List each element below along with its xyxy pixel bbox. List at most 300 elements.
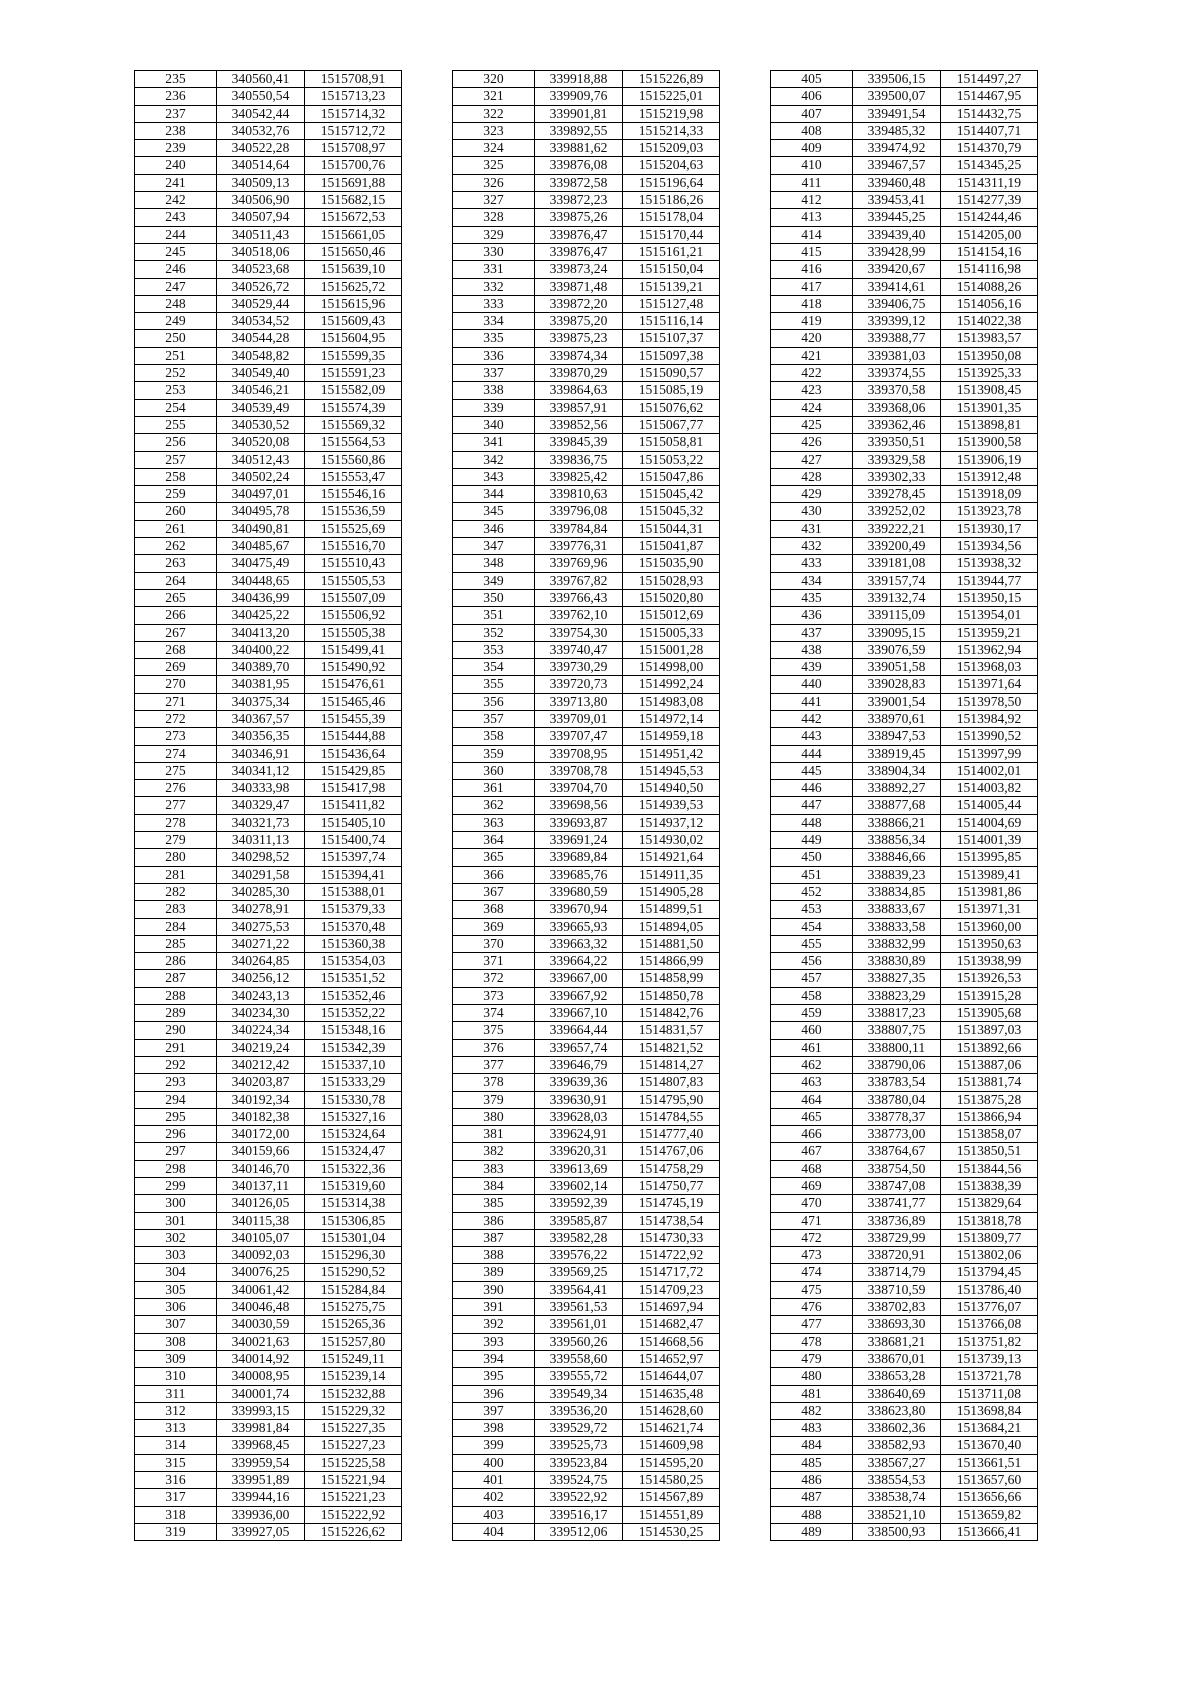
- y-coordinate-cell: 1515090,57: [623, 365, 720, 382]
- x-coordinate-cell: 338904,34: [853, 762, 941, 779]
- point-number-cell: 277: [135, 797, 217, 814]
- y-coordinate-cell: 1515411,82: [305, 797, 402, 814]
- x-coordinate-cell: 340182,38: [217, 1108, 305, 1125]
- y-coordinate-cell: 1514432,75: [941, 105, 1038, 122]
- y-coordinate-cell: 1515028,93: [623, 572, 720, 589]
- y-coordinate-cell: 1513908,45: [941, 382, 1038, 399]
- point-number-cell: 319: [135, 1523, 217, 1540]
- point-number-cell: 388: [453, 1247, 535, 1264]
- y-coordinate-cell: 1513858,07: [941, 1126, 1038, 1143]
- y-coordinate-cell: 1513881,74: [941, 1074, 1038, 1091]
- table-row: [135, 140, 402, 157]
- point-number-cell: 283: [135, 901, 217, 918]
- y-coordinate-cell: 1513997,99: [941, 745, 1038, 762]
- table-row: [135, 1108, 402, 1125]
- y-coordinate-cell: 1515225,01: [623, 88, 720, 105]
- point-number-cell: 309: [135, 1350, 217, 1367]
- x-coordinate-cell: 339762,10: [535, 607, 623, 624]
- point-number-cell: 398: [453, 1420, 535, 1437]
- y-coordinate-cell: 1514940,50: [623, 780, 720, 797]
- x-coordinate-cell: 340356,35: [217, 728, 305, 745]
- y-coordinate-cell: 1513901,35: [941, 399, 1038, 416]
- table-row: [771, 140, 1038, 157]
- table-row: [135, 71, 402, 88]
- table-row: [771, 693, 1038, 710]
- point-number-cell: 328: [453, 209, 535, 226]
- y-coordinate-cell: 1514595,20: [623, 1454, 720, 1471]
- point-number-cell: 407: [771, 105, 853, 122]
- table-row: [771, 503, 1038, 520]
- x-coordinate-cell: 339993,15: [217, 1402, 305, 1419]
- x-coordinate-cell: 340076,25: [217, 1264, 305, 1281]
- table-row: [453, 243, 720, 260]
- table-row: [135, 659, 402, 676]
- x-coordinate-cell: 340530,52: [217, 416, 305, 433]
- table-row: [453, 1056, 720, 1073]
- y-coordinate-cell: 1513721,78: [941, 1368, 1038, 1385]
- table-row: [771, 1489, 1038, 1506]
- x-coordinate-cell: 339664,44: [535, 1022, 623, 1039]
- x-coordinate-cell: 338773,00: [853, 1126, 941, 1143]
- table-row: [135, 607, 402, 624]
- table-row: [135, 1506, 402, 1523]
- y-coordinate-cell: 1515001,28: [623, 641, 720, 658]
- x-coordinate-cell: 338832,99: [853, 935, 941, 952]
- point-number-cell: 317: [135, 1489, 217, 1506]
- x-coordinate-cell: 338747,08: [853, 1178, 941, 1195]
- x-coordinate-cell: 338582,93: [853, 1437, 941, 1454]
- coordinate-table-3: [770, 70, 1038, 1541]
- y-coordinate-cell: 1513925,33: [941, 365, 1038, 382]
- x-coordinate-cell: 339927,05: [217, 1523, 305, 1540]
- y-coordinate-cell: 1514951,42: [623, 745, 720, 762]
- x-coordinate-cell: 340539,49: [217, 399, 305, 416]
- table-row: [453, 710, 720, 727]
- y-coordinate-cell: 1514005,44: [941, 797, 1038, 814]
- y-coordinate-cell: 1515333,29: [305, 1074, 402, 1091]
- x-coordinate-cell: 339602,14: [535, 1178, 623, 1195]
- y-coordinate-cell: 1513923,78: [941, 503, 1038, 520]
- point-number-cell: 428: [771, 468, 853, 485]
- table-row: [135, 1056, 402, 1073]
- x-coordinate-cell: 338710,59: [853, 1281, 941, 1298]
- y-coordinate-cell: 1515275,75: [305, 1299, 402, 1316]
- point-number-cell: 427: [771, 451, 853, 468]
- point-number-cell: 337: [453, 365, 535, 382]
- table-row: [453, 1195, 720, 1212]
- point-number-cell: 274: [135, 745, 217, 762]
- point-number-cell: 376: [453, 1039, 535, 1056]
- y-coordinate-cell: 1513898,81: [941, 416, 1038, 433]
- y-coordinate-cell: 1515564,53: [305, 434, 402, 451]
- table-row: [135, 762, 402, 779]
- x-coordinate-cell: 338764,67: [853, 1143, 941, 1160]
- point-number-cell: 411: [771, 174, 853, 191]
- point-number-cell: 273: [135, 728, 217, 745]
- table-row: [771, 1022, 1038, 1039]
- x-coordinate-cell: 338567,27: [853, 1454, 941, 1471]
- point-number-cell: 441: [771, 693, 853, 710]
- x-coordinate-cell: 338877,68: [853, 797, 941, 814]
- point-number-cell: 330: [453, 243, 535, 260]
- point-number-cell: 481: [771, 1385, 853, 1402]
- point-number-cell: 250: [135, 330, 217, 347]
- y-coordinate-cell: 1515097,38: [623, 347, 720, 364]
- x-coordinate-cell: 339115,09: [853, 607, 941, 624]
- table-row: [453, 814, 720, 831]
- table-row: [453, 451, 720, 468]
- y-coordinate-cell: 1515400,74: [305, 832, 402, 849]
- x-coordinate-cell: 340046,48: [217, 1299, 305, 1316]
- x-coordinate-cell: 338623,80: [853, 1402, 941, 1419]
- point-number-cell: 431: [771, 520, 853, 537]
- table-row: [135, 174, 402, 191]
- y-coordinate-cell: 1515107,37: [623, 330, 720, 347]
- y-coordinate-cell: 1513875,28: [941, 1091, 1038, 1108]
- y-coordinate-cell: 1515053,22: [623, 451, 720, 468]
- x-coordinate-cell: 339901,81: [535, 105, 623, 122]
- x-coordinate-cell: 338866,21: [853, 814, 941, 831]
- x-coordinate-cell: 339095,15: [853, 624, 941, 641]
- y-coordinate-cell: 1514497,27: [941, 71, 1038, 88]
- point-number-cell: 244: [135, 226, 217, 243]
- y-coordinate-cell: 1514972,14: [623, 710, 720, 727]
- point-number-cell: 297: [135, 1143, 217, 1160]
- x-coordinate-cell: 340146,70: [217, 1160, 305, 1177]
- point-number-cell: 378: [453, 1074, 535, 1091]
- point-number-cell: 475: [771, 1281, 853, 1298]
- point-number-cell: 285: [135, 935, 217, 952]
- x-coordinate-cell: 339406,75: [853, 295, 941, 312]
- table-row: [453, 1247, 720, 1264]
- table-row: [453, 261, 720, 278]
- y-coordinate-cell: 1515232,88: [305, 1385, 402, 1402]
- table-row: [453, 174, 720, 191]
- point-number-cell: 345: [453, 503, 535, 520]
- x-coordinate-cell: 339876,47: [535, 226, 623, 243]
- point-number-cell: 260: [135, 503, 217, 520]
- y-coordinate-cell: 1514831,57: [623, 1022, 720, 1039]
- point-number-cell: 423: [771, 382, 853, 399]
- table-row: [453, 918, 720, 935]
- point-number-cell: 335: [453, 330, 535, 347]
- table-row: [135, 1316, 402, 1333]
- x-coordinate-cell: 339564,41: [535, 1281, 623, 1298]
- y-coordinate-cell: 1515041,87: [623, 538, 720, 555]
- table-row: [453, 1039, 720, 1056]
- table-row: [771, 434, 1038, 451]
- table-row: [135, 918, 402, 935]
- point-number-cell: 270: [135, 676, 217, 693]
- table-row: [453, 1229, 720, 1246]
- y-coordinate-cell: 1514745,19: [623, 1195, 720, 1212]
- point-number-cell: 303: [135, 1247, 217, 1264]
- point-number-cell: 272: [135, 710, 217, 727]
- point-number-cell: 289: [135, 1005, 217, 1022]
- x-coordinate-cell: 339876,08: [535, 157, 623, 174]
- point-number-cell: 446: [771, 780, 853, 797]
- x-coordinate-cell: 339624,91: [535, 1126, 623, 1143]
- point-number-cell: 406: [771, 88, 853, 105]
- x-coordinate-cell: 339663,32: [535, 935, 623, 952]
- x-coordinate-cell: 340321,73: [217, 814, 305, 831]
- point-number-cell: 414: [771, 226, 853, 243]
- point-number-cell: 265: [135, 589, 217, 606]
- y-coordinate-cell: 1514644,07: [623, 1368, 720, 1385]
- y-coordinate-cell: 1514717,72: [623, 1264, 720, 1281]
- y-coordinate-cell: 1513844,56: [941, 1160, 1038, 1177]
- x-coordinate-cell: 339754,30: [535, 624, 623, 641]
- table-row: [453, 382, 720, 399]
- table-row: [453, 970, 720, 987]
- point-number-cell: 452: [771, 883, 853, 900]
- y-coordinate-cell: 1515012,69: [623, 607, 720, 624]
- y-coordinate-cell: 1515226,89: [623, 71, 720, 88]
- point-number-cell: 325: [453, 157, 535, 174]
- y-coordinate-cell: 1513968,03: [941, 659, 1038, 676]
- y-coordinate-cell: 1515045,32: [623, 503, 720, 520]
- table-row: [771, 572, 1038, 589]
- table-row: [771, 1108, 1038, 1125]
- y-coordinate-cell: 1513971,64: [941, 676, 1038, 693]
- table-row: [771, 538, 1038, 555]
- y-coordinate-cell: 1514722,92: [623, 1247, 720, 1264]
- point-number-cell: 245: [135, 243, 217, 260]
- table-row: [453, 1316, 720, 1333]
- y-coordinate-cell: 1514002,01: [941, 762, 1038, 779]
- y-coordinate-cell: 1514930,02: [623, 832, 720, 849]
- y-coordinate-cell: 1515306,85: [305, 1212, 402, 1229]
- y-coordinate-cell: 1515067,77: [623, 416, 720, 433]
- point-number-cell: 332: [453, 278, 535, 295]
- x-coordinate-cell: 340436,99: [217, 589, 305, 606]
- table-row: [771, 1402, 1038, 1419]
- point-number-cell: 422: [771, 365, 853, 382]
- point-number-cell: 354: [453, 659, 535, 676]
- point-number-cell: 355: [453, 676, 535, 693]
- point-number-cell: 469: [771, 1178, 853, 1195]
- point-number-cell: 458: [771, 987, 853, 1004]
- table-row: [135, 1437, 402, 1454]
- x-coordinate-cell: 339420,67: [853, 261, 941, 278]
- point-number-cell: 255: [135, 416, 217, 433]
- y-coordinate-cell: 1515429,85: [305, 762, 402, 779]
- y-coordinate-cell: 1513657,60: [941, 1472, 1038, 1489]
- y-coordinate-cell: 1514003,82: [941, 780, 1038, 797]
- x-coordinate-cell: 338827,35: [853, 970, 941, 987]
- table-row: [453, 745, 720, 762]
- x-coordinate-cell: 339680,59: [535, 883, 623, 900]
- table-row: [771, 814, 1038, 831]
- y-coordinate-cell: 1515604,95: [305, 330, 402, 347]
- table-row: [453, 572, 720, 589]
- x-coordinate-cell: 339181,08: [853, 555, 941, 572]
- x-coordinate-cell: 339613,69: [535, 1160, 623, 1177]
- y-coordinate-cell: 1514056,16: [941, 295, 1038, 312]
- table-row: [453, 1472, 720, 1489]
- table-row: [453, 1126, 720, 1143]
- x-coordinate-cell: 339388,77: [853, 330, 941, 347]
- point-number-cell: 259: [135, 486, 217, 503]
- point-number-cell: 258: [135, 468, 217, 485]
- y-coordinate-cell: 1515436,64: [305, 745, 402, 762]
- x-coordinate-cell: 339876,47: [535, 243, 623, 260]
- y-coordinate-cell: 1513950,08: [941, 347, 1038, 364]
- y-coordinate-cell: 1515394,41: [305, 866, 402, 883]
- point-number-cell: 387: [453, 1229, 535, 1246]
- x-coordinate-cell: 339709,01: [535, 710, 623, 727]
- point-number-cell: 485: [771, 1454, 853, 1471]
- y-coordinate-cell: 1515507,09: [305, 589, 402, 606]
- table-row: [453, 1385, 720, 1402]
- point-number-cell: 466: [771, 1126, 853, 1143]
- point-number-cell: 413: [771, 209, 853, 226]
- table-row: [771, 365, 1038, 382]
- table-row: [771, 1385, 1038, 1402]
- table-row: [135, 935, 402, 952]
- table-row: [135, 1472, 402, 1489]
- x-coordinate-cell: 340529,44: [217, 295, 305, 312]
- table-row: [135, 1143, 402, 1160]
- point-number-cell: 368: [453, 901, 535, 918]
- point-number-cell: 369: [453, 918, 535, 935]
- x-coordinate-cell: 339691,24: [535, 832, 623, 849]
- table-row: [135, 1229, 402, 1246]
- y-coordinate-cell: 1513978,50: [941, 693, 1038, 710]
- table-row: [771, 832, 1038, 849]
- x-coordinate-cell: 339222,21: [853, 520, 941, 537]
- y-coordinate-cell: 1513900,58: [941, 434, 1038, 451]
- table-row: [771, 1229, 1038, 1246]
- point-number-cell: 306: [135, 1299, 217, 1316]
- y-coordinate-cell: 1513960,00: [941, 918, 1038, 935]
- y-coordinate-cell: 1515615,96: [305, 295, 402, 312]
- table-row: [135, 122, 402, 139]
- point-number-cell: 316: [135, 1472, 217, 1489]
- table-row: [453, 1402, 720, 1419]
- y-coordinate-cell: 1513887,06: [941, 1056, 1038, 1073]
- table-row: [135, 209, 402, 226]
- x-coordinate-cell: 339689,84: [535, 849, 623, 866]
- y-coordinate-cell: 1515319,60: [305, 1178, 402, 1195]
- table-row: [135, 1350, 402, 1367]
- table-row: [771, 261, 1038, 278]
- x-coordinate-cell: 339670,94: [535, 901, 623, 918]
- point-number-cell: 479: [771, 1350, 853, 1367]
- x-coordinate-cell: 340502,24: [217, 468, 305, 485]
- x-coordinate-cell: 339951,89: [217, 1472, 305, 1489]
- table-row: [135, 105, 402, 122]
- point-number-cell: 279: [135, 832, 217, 849]
- table-row: [453, 140, 720, 157]
- table-row: [771, 953, 1038, 970]
- y-coordinate-cell: 1515455,39: [305, 710, 402, 727]
- point-number-cell: 257: [135, 451, 217, 468]
- y-coordinate-cell: 1515506,92: [305, 607, 402, 624]
- point-number-cell: 482: [771, 1402, 853, 1419]
- y-coordinate-cell: 1514001,39: [941, 832, 1038, 849]
- point-number-cell: 391: [453, 1299, 535, 1316]
- x-coordinate-cell: 339864,63: [535, 382, 623, 399]
- x-coordinate-cell: 339368,06: [853, 399, 941, 416]
- table-row: [771, 209, 1038, 226]
- x-coordinate-cell: 339730,29: [535, 659, 623, 676]
- x-coordinate-cell: 339685,76: [535, 866, 623, 883]
- y-coordinate-cell: 1515076,62: [623, 399, 720, 416]
- x-coordinate-cell: 339936,00: [217, 1506, 305, 1523]
- x-coordinate-cell: 338640,69: [853, 1385, 941, 1402]
- point-number-cell: 404: [453, 1523, 535, 1540]
- x-coordinate-cell: 339825,42: [535, 468, 623, 485]
- point-number-cell: 377: [453, 1056, 535, 1073]
- point-number-cell: 281: [135, 866, 217, 883]
- point-number-cell: 473: [771, 1247, 853, 1264]
- table-row: [771, 918, 1038, 935]
- table-row: [135, 1178, 402, 1195]
- x-coordinate-cell: 339132,74: [853, 589, 941, 606]
- table-row: [453, 347, 720, 364]
- point-number-cell: 429: [771, 486, 853, 503]
- y-coordinate-cell: 1514580,25: [623, 1472, 720, 1489]
- point-number-cell: 434: [771, 572, 853, 589]
- point-number-cell: 380: [453, 1108, 535, 1125]
- table-row: [453, 486, 720, 503]
- point-number-cell: 336: [453, 347, 535, 364]
- point-number-cell: 418: [771, 295, 853, 312]
- x-coordinate-cell: 339506,15: [853, 71, 941, 88]
- table-row: [135, 486, 402, 503]
- table-row: [771, 780, 1038, 797]
- x-coordinate-cell: 340548,82: [217, 347, 305, 364]
- point-number-cell: 395: [453, 1368, 535, 1385]
- table-row: [453, 88, 720, 105]
- table-row: [771, 987, 1038, 1004]
- point-number-cell: 348: [453, 555, 535, 572]
- table-row: [771, 278, 1038, 295]
- y-coordinate-cell: 1513892,66: [941, 1039, 1038, 1056]
- x-coordinate-cell: 339881,62: [535, 140, 623, 157]
- x-coordinate-cell: 338653,28: [853, 1368, 941, 1385]
- x-coordinate-cell: 338800,11: [853, 1039, 941, 1056]
- table-row: [453, 520, 720, 537]
- y-coordinate-cell: 1514881,50: [623, 935, 720, 952]
- table-row: [771, 607, 1038, 624]
- x-coordinate-cell: 338681,21: [853, 1333, 941, 1350]
- point-number-cell: 359: [453, 745, 535, 762]
- y-coordinate-cell: 1515599,35: [305, 347, 402, 364]
- y-coordinate-cell: 1515296,30: [305, 1247, 402, 1264]
- y-coordinate-cell: 1515330,78: [305, 1091, 402, 1108]
- y-coordinate-cell: 1514709,23: [623, 1281, 720, 1298]
- point-number-cell: 311: [135, 1385, 217, 1402]
- y-coordinate-cell: 1515388,01: [305, 883, 402, 900]
- point-number-cell: 451: [771, 866, 853, 883]
- x-coordinate-cell: 340021,63: [217, 1333, 305, 1350]
- table-row: [135, 589, 402, 606]
- y-coordinate-cell: 1514821,52: [623, 1039, 720, 1056]
- y-coordinate-cell: 1515225,58: [305, 1454, 402, 1471]
- y-coordinate-cell: 1515708,97: [305, 140, 402, 157]
- y-coordinate-cell: 1515510,43: [305, 555, 402, 572]
- point-number-cell: 320: [453, 71, 535, 88]
- y-coordinate-cell: 1515700,76: [305, 157, 402, 174]
- x-coordinate-cell: 339639,36: [535, 1074, 623, 1091]
- y-coordinate-cell: 1515221,23: [305, 1489, 402, 1506]
- y-coordinate-cell: 1515516,70: [305, 538, 402, 555]
- x-coordinate-cell: 338823,29: [853, 987, 941, 1004]
- y-coordinate-cell: 1515713,23: [305, 88, 402, 105]
- point-number-cell: 276: [135, 780, 217, 797]
